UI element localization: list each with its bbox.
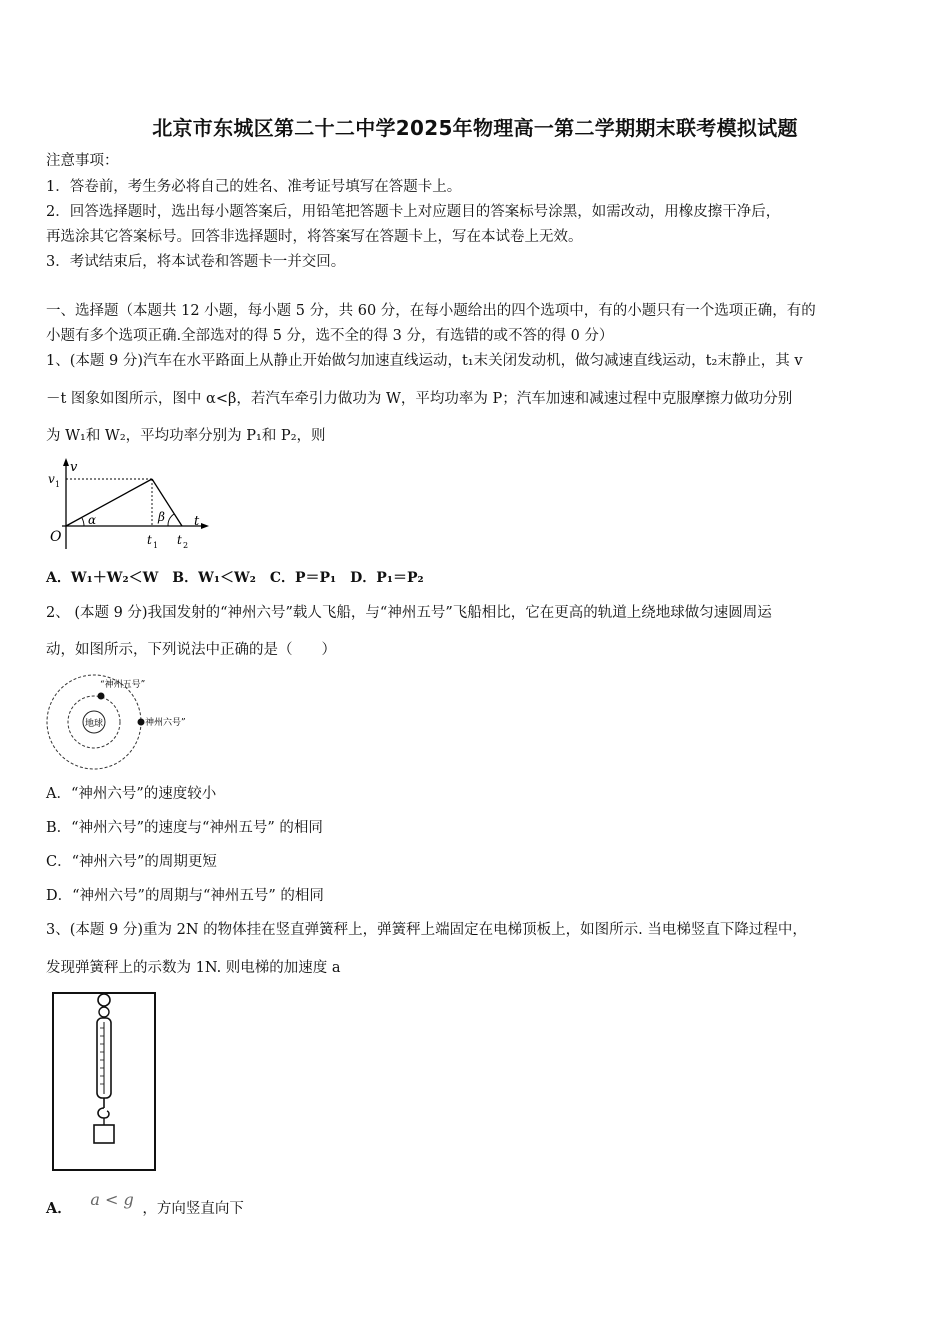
t1-subscript: 1: [153, 541, 159, 550]
decel-segment: [152, 479, 182, 526]
notice-item: 2．回答选择题时，选出每小题答案后，用铅笔把答题卡上对应题目的答案标号涂黑，如需改动，用橡皮擦干净后，: [46, 204, 781, 220]
question-2-option: C．“神州六号”的周期更短: [46, 854, 217, 870]
question-3-text: 3、(本题 9 分)重为 2N 的物体挂在竖直弹簧秤上，弹簧秤上端固定在电梯顶板上，如图所示. 当电梯竖直下降过程中，: [46, 922, 807, 938]
scale-ticks: [100, 1028, 104, 1084]
t-label: t: [194, 514, 200, 529]
page-title: 北京市东城区第二十二中学2025年物理高一第二学期期末联考模拟试题: [152, 116, 798, 140]
question-3-text: 发现弹簧秤上的示数为 1N. 则电梯的加速度 a: [46, 960, 341, 976]
notice-item: 再选涂其它答案标号。回答非选择题时，将答案写在答题卡上，写在本试卷上无效。: [46, 229, 583, 245]
t2-subscript: 2: [183, 541, 189, 550]
notice-heading: 注意事项：: [46, 153, 119, 169]
t1-label: t: [147, 533, 152, 547]
question-1-options: A．W₁＋W₂＜W B．W₁＜W₂ C．P＝P₁ D．P₁＝P₂: [46, 570, 424, 586]
v-axis-arrow: [63, 458, 69, 466]
scale-ring-lower: [99, 1007, 109, 1017]
v-label: v: [70, 460, 78, 475]
option-a-formula: a < g: [90, 1190, 134, 1209]
earth-label: 地球: [84, 719, 104, 729]
beta-arc: [168, 514, 174, 526]
question-3-option-a: [46, 1190, 908, 1219]
shenzhou-6-label: 神州六号”: [145, 718, 186, 728]
section-instructions: 小题有多个选项正确.全部选对的得 5 分，选不全的得 3 分，有选错的或不答的得 0 分）: [46, 328, 614, 344]
question-2-option: D．“神州六号”的周期与“神州五号” 的相同: [46, 888, 324, 904]
notice-item: 1．答卷前，考生务必将自己的姓名、准考证号填写在答题卡上。: [46, 179, 462, 195]
orbit-figure: [44, 670, 214, 775]
section-instructions: 一、选择题（本题共 12 小题，每小题 5 分，共 60 分，在每小题给出的四个选项中，有的小题只有一个选项正确，有的: [46, 303, 816, 319]
question-2-option: A．“神州六号”的速度较小: [46, 786, 217, 802]
beta-label: β: [158, 510, 165, 524]
question-2-text: 2、 (本题 9 分)我国发射的“神州六号”载人飞船，与“神州五号”飞船相比，它在更高的轨道上绕地球做匀速圆周运: [46, 605, 772, 621]
shenzhou-5-dot: [98, 693, 105, 700]
question-1-text: 1、(本题 9 分)汽车在水平路面上从静止开始做匀加速直线运动，t₁末关闭发动机，做匀减速直线运动，t₂末静止，其 v: [46, 353, 803, 369]
shenzhou-6-dot: [138, 719, 145, 726]
question-1-text: －t 图象如图所示，图中 α<β，若汽车牵引力做功为 W，平均功率为 P；汽车加速和减速过程中克服摩擦力做功分别: [46, 391, 793, 407]
option-a-text: ，方向竖直向下: [142, 1201, 244, 1217]
origin-label: O: [50, 529, 62, 545]
v1-label: v: [48, 472, 55, 486]
question-2-option: B．“神州六号”的速度与“神州五号” 的相同: [46, 820, 323, 836]
alpha-arc: [82, 518, 84, 526]
scale-hook: [98, 1108, 109, 1118]
spring-scale-figure: [50, 990, 160, 1175]
notice-item: 3．考试结束后，将本试卷和答题卡一并交回。: [46, 254, 346, 270]
shenzhou-5-label: “神州五号”: [100, 680, 146, 690]
question-1-text: 为 W₁和 W₂，平均功率分别为 P₁和 P₂，则: [46, 428, 326, 444]
scale-ring: [98, 994, 110, 1006]
t-axis-arrow: [201, 523, 209, 529]
weight-block: [94, 1125, 114, 1143]
option-a-label: A．: [46, 1200, 72, 1217]
t2-label: t: [177, 533, 182, 547]
alpha-label: α: [88, 513, 97, 527]
accel-segment: [66, 479, 152, 526]
question-2-text: 动，如图所示，下列说法中正确的是（ ）: [46, 642, 336, 658]
vt-graph-figure: [44, 455, 214, 555]
v1-subscript: 1: [55, 480, 61, 489]
